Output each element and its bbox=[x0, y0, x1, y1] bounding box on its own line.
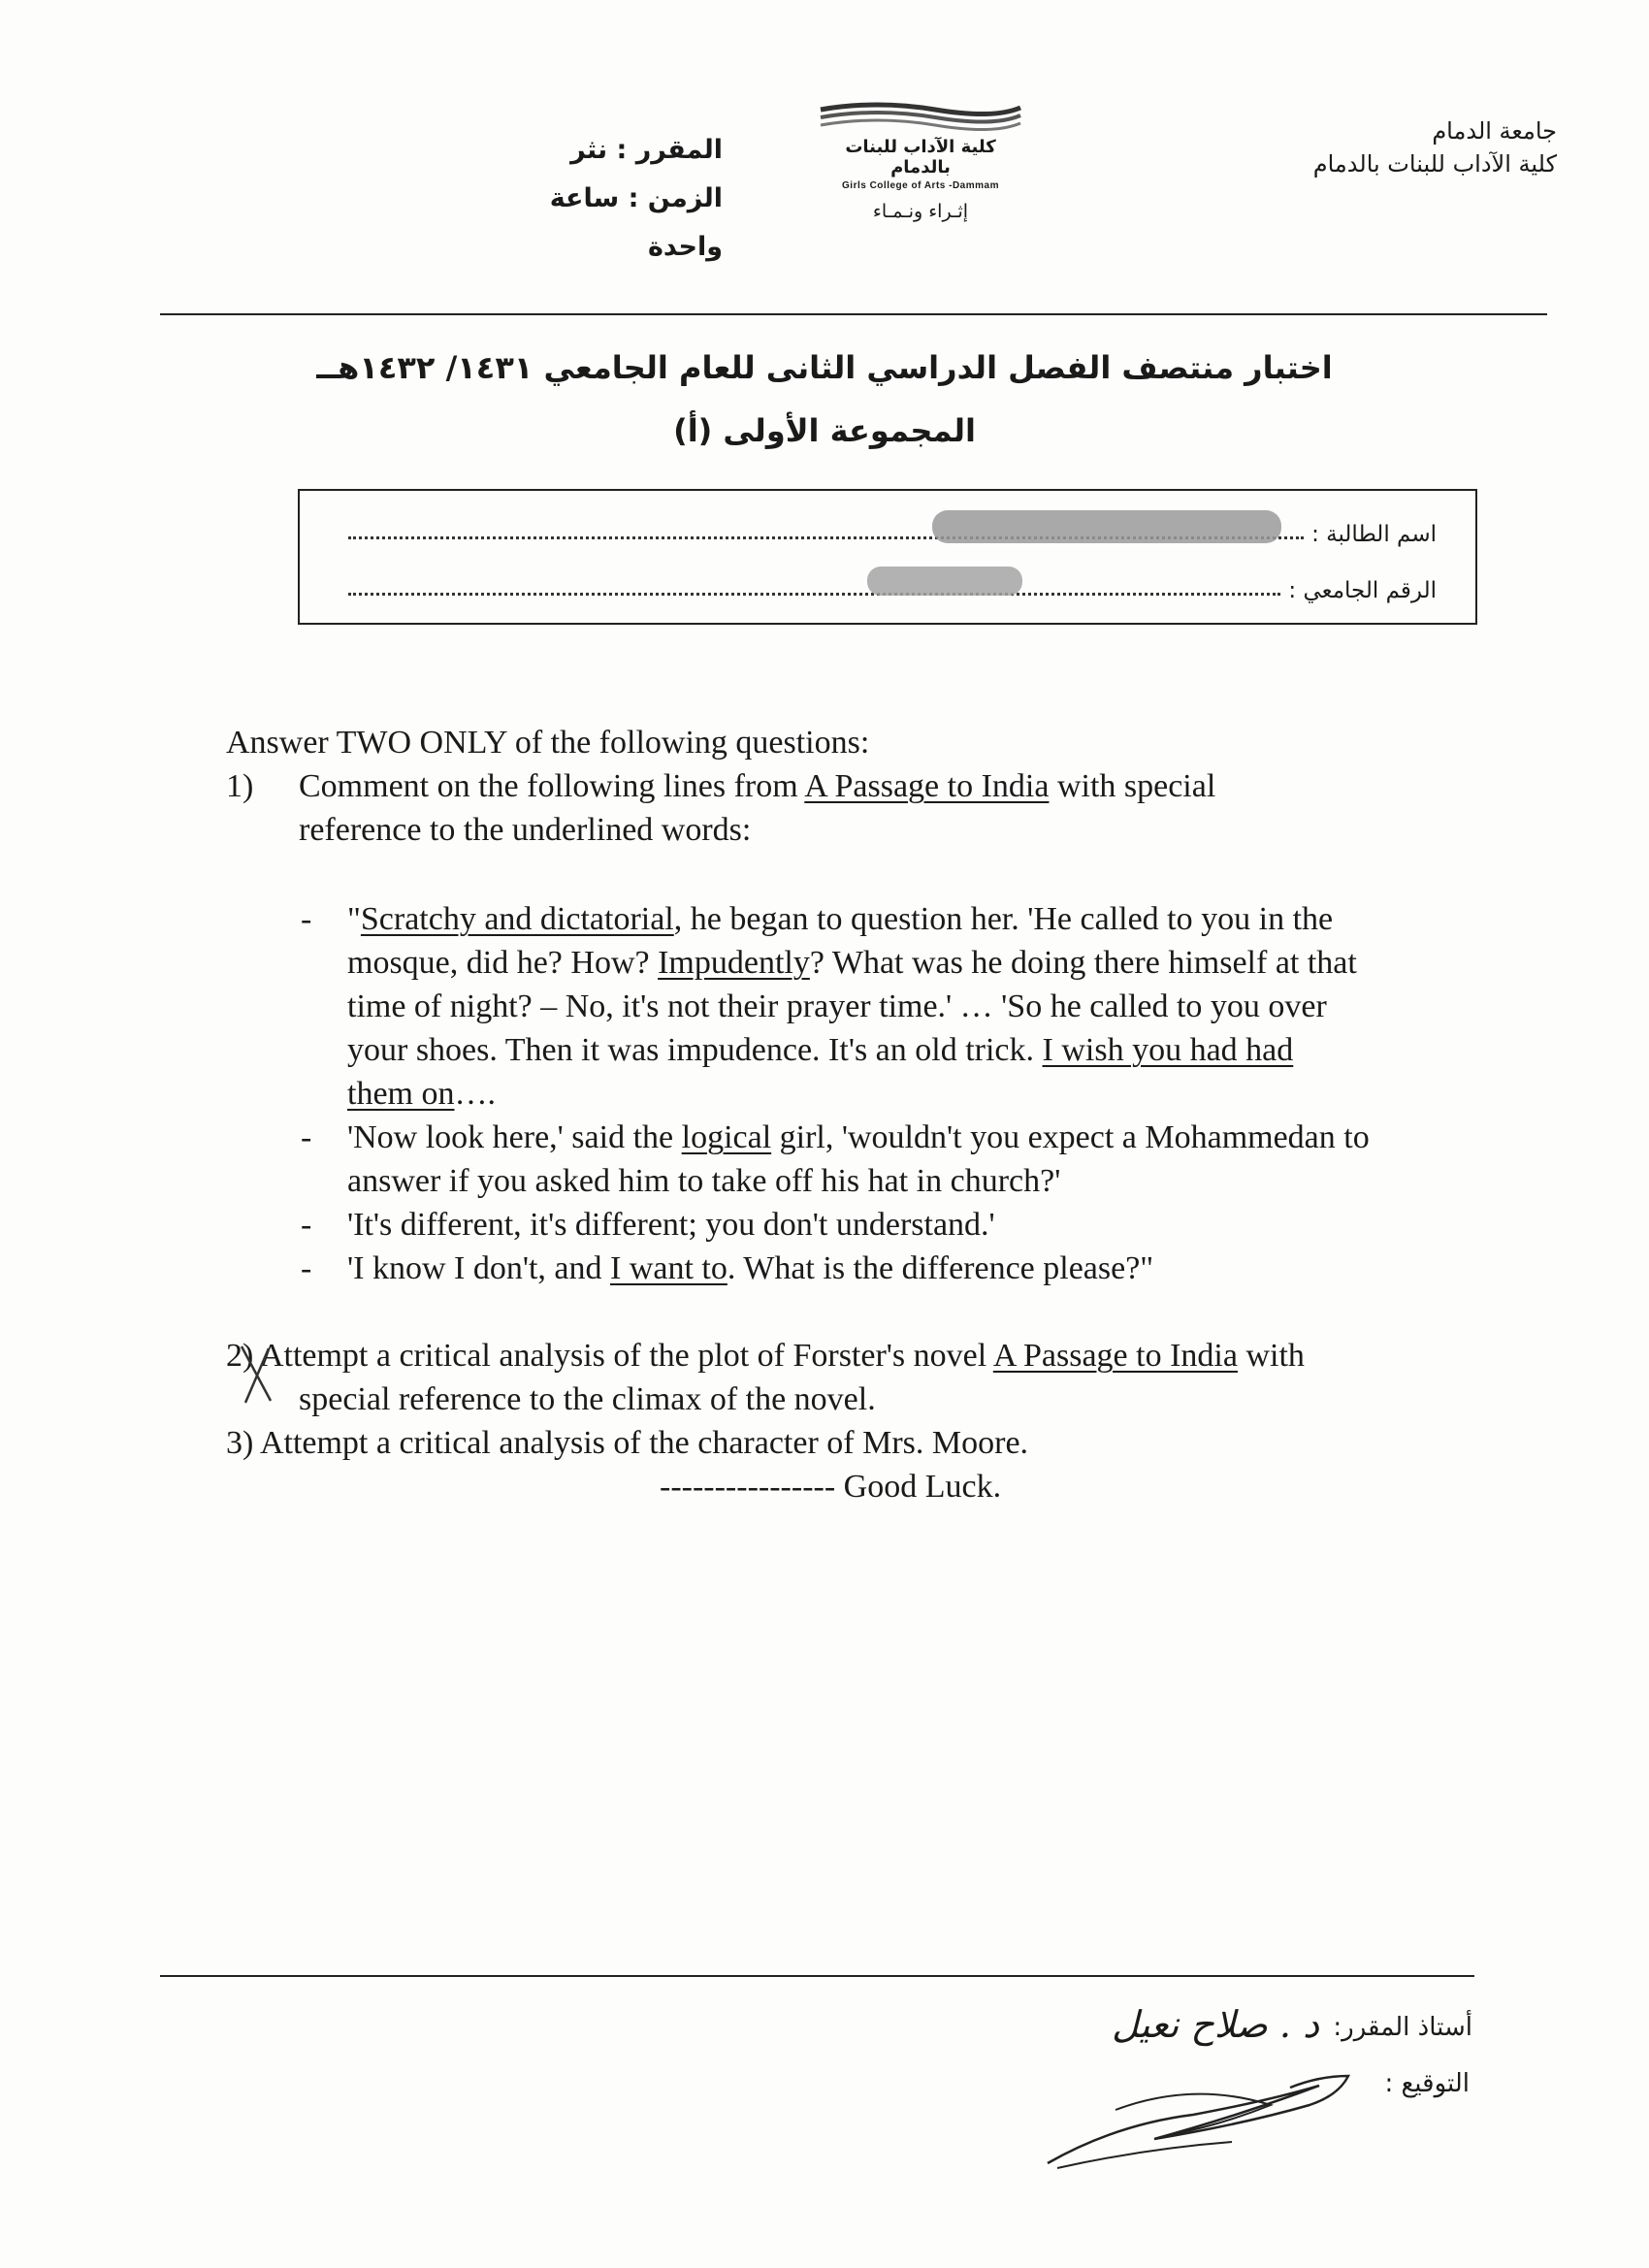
quote-line: 'It's different, it's different; you don't understand.' bbox=[347, 1207, 995, 1243]
quote-dash: - bbox=[301, 901, 312, 937]
quote-line: 'I know I don't, and I want to. What is the difference please?" bbox=[347, 1250, 1154, 1286]
quote-dash: - bbox=[301, 1207, 312, 1243]
student-id-field[interactable] bbox=[348, 593, 1280, 596]
logo-english-name: Girls College of Arts -Dammam bbox=[842, 180, 999, 191]
redaction-mark bbox=[932, 510, 1281, 543]
signature-label: التوقيع : bbox=[1384, 2069, 1470, 2098]
quote-line: answer if you asked him to take off his hat in church?' bbox=[347, 1163, 1061, 1199]
university-header bbox=[1313, 114, 1557, 180]
student-id-label: الرقم الجامعي : bbox=[1288, 578, 1437, 603]
quote-line: "Scratchy and dictatorial, he began to question her. 'He called to you in the bbox=[347, 901, 1334, 937]
exam-group: المجموعة الأولى (أ) bbox=[673, 412, 976, 449]
question-2-line-2: special reference to the climax of the novel. bbox=[299, 1381, 876, 1417]
handwritten-x-icon bbox=[238, 1341, 276, 1409]
quote-dash: - bbox=[301, 1119, 312, 1155]
header-divider bbox=[160, 313, 1547, 315]
book-title: A Passage to India bbox=[992, 1338, 1238, 1374]
redaction-mark bbox=[867, 567, 1022, 596]
quote-dash: - bbox=[301, 1250, 312, 1286]
quote-line: 'Now look here,' said the logical girl, 'wouldn't you expect a Mohammedan to bbox=[347, 1119, 1370, 1155]
exam-title: اختبار منتصف الفصل الدراسي الثانى للعام الجامعي ١٤٣١/ ١٤٣٢هــ bbox=[316, 349, 1333, 386]
logo-arabic-name: كلية الآداب للبنات بالدمام bbox=[845, 137, 996, 178]
question-1-line-2: reference to the underlined words: bbox=[299, 812, 752, 848]
signature-icon bbox=[999, 1979, 1387, 2173]
logo-motto: إثـراء ونـمـاء bbox=[872, 201, 969, 222]
quote-line: your shoes. Then it was impudence. It's an old trick. I wish you had had bbox=[347, 1032, 1294, 1068]
student-info-box bbox=[298, 489, 1477, 625]
time-label: الزمن : ساعة واحدة bbox=[549, 183, 723, 262]
instructions: Answer TWO ONLY of the following questions: bbox=[226, 725, 870, 761]
question-2: 2) Attempt a critical analysis of the plot of Forster's novel A Passage to India with bbox=[226, 1338, 1305, 1374]
question-1-line-1: Comment on the following lines from A Passage to India with special bbox=[299, 768, 1216, 804]
question-1-number: 1) bbox=[226, 768, 254, 804]
teacher-name: د . صلاح نعيل bbox=[1112, 2003, 1319, 2046]
course-info bbox=[485, 126, 723, 272]
logo-wave-icon bbox=[819, 102, 1022, 135]
quote-line: them on…. bbox=[347, 1076, 496, 1112]
course-label: المقرر : نثر bbox=[570, 135, 723, 165]
college-name: كلية الآداب للبنات بالدمام bbox=[1312, 150, 1557, 178]
teacher-label: أستاذ المقرر: bbox=[1333, 2013, 1472, 2042]
question-3: 3) Attempt a critical analysis of the character of Mrs. Moore. bbox=[226, 1425, 1029, 1461]
footer-divider bbox=[160, 1975, 1474, 1977]
book-title: A Passage to India bbox=[804, 768, 1050, 804]
university-name: جامعة الدمام bbox=[1432, 117, 1557, 145]
student-name-label: اسم الطالبة : bbox=[1311, 522, 1437, 547]
quote-line: mosque, did he? How? Impudently? What was he doing there himself at that bbox=[347, 945, 1357, 981]
quote-line: time of night? – No, it's not their prayer time.' … 'So he called to you over bbox=[347, 988, 1327, 1024]
college-logo bbox=[813, 102, 1028, 228]
closing-text: ---------------- Good Luck. bbox=[660, 1469, 1002, 1505]
